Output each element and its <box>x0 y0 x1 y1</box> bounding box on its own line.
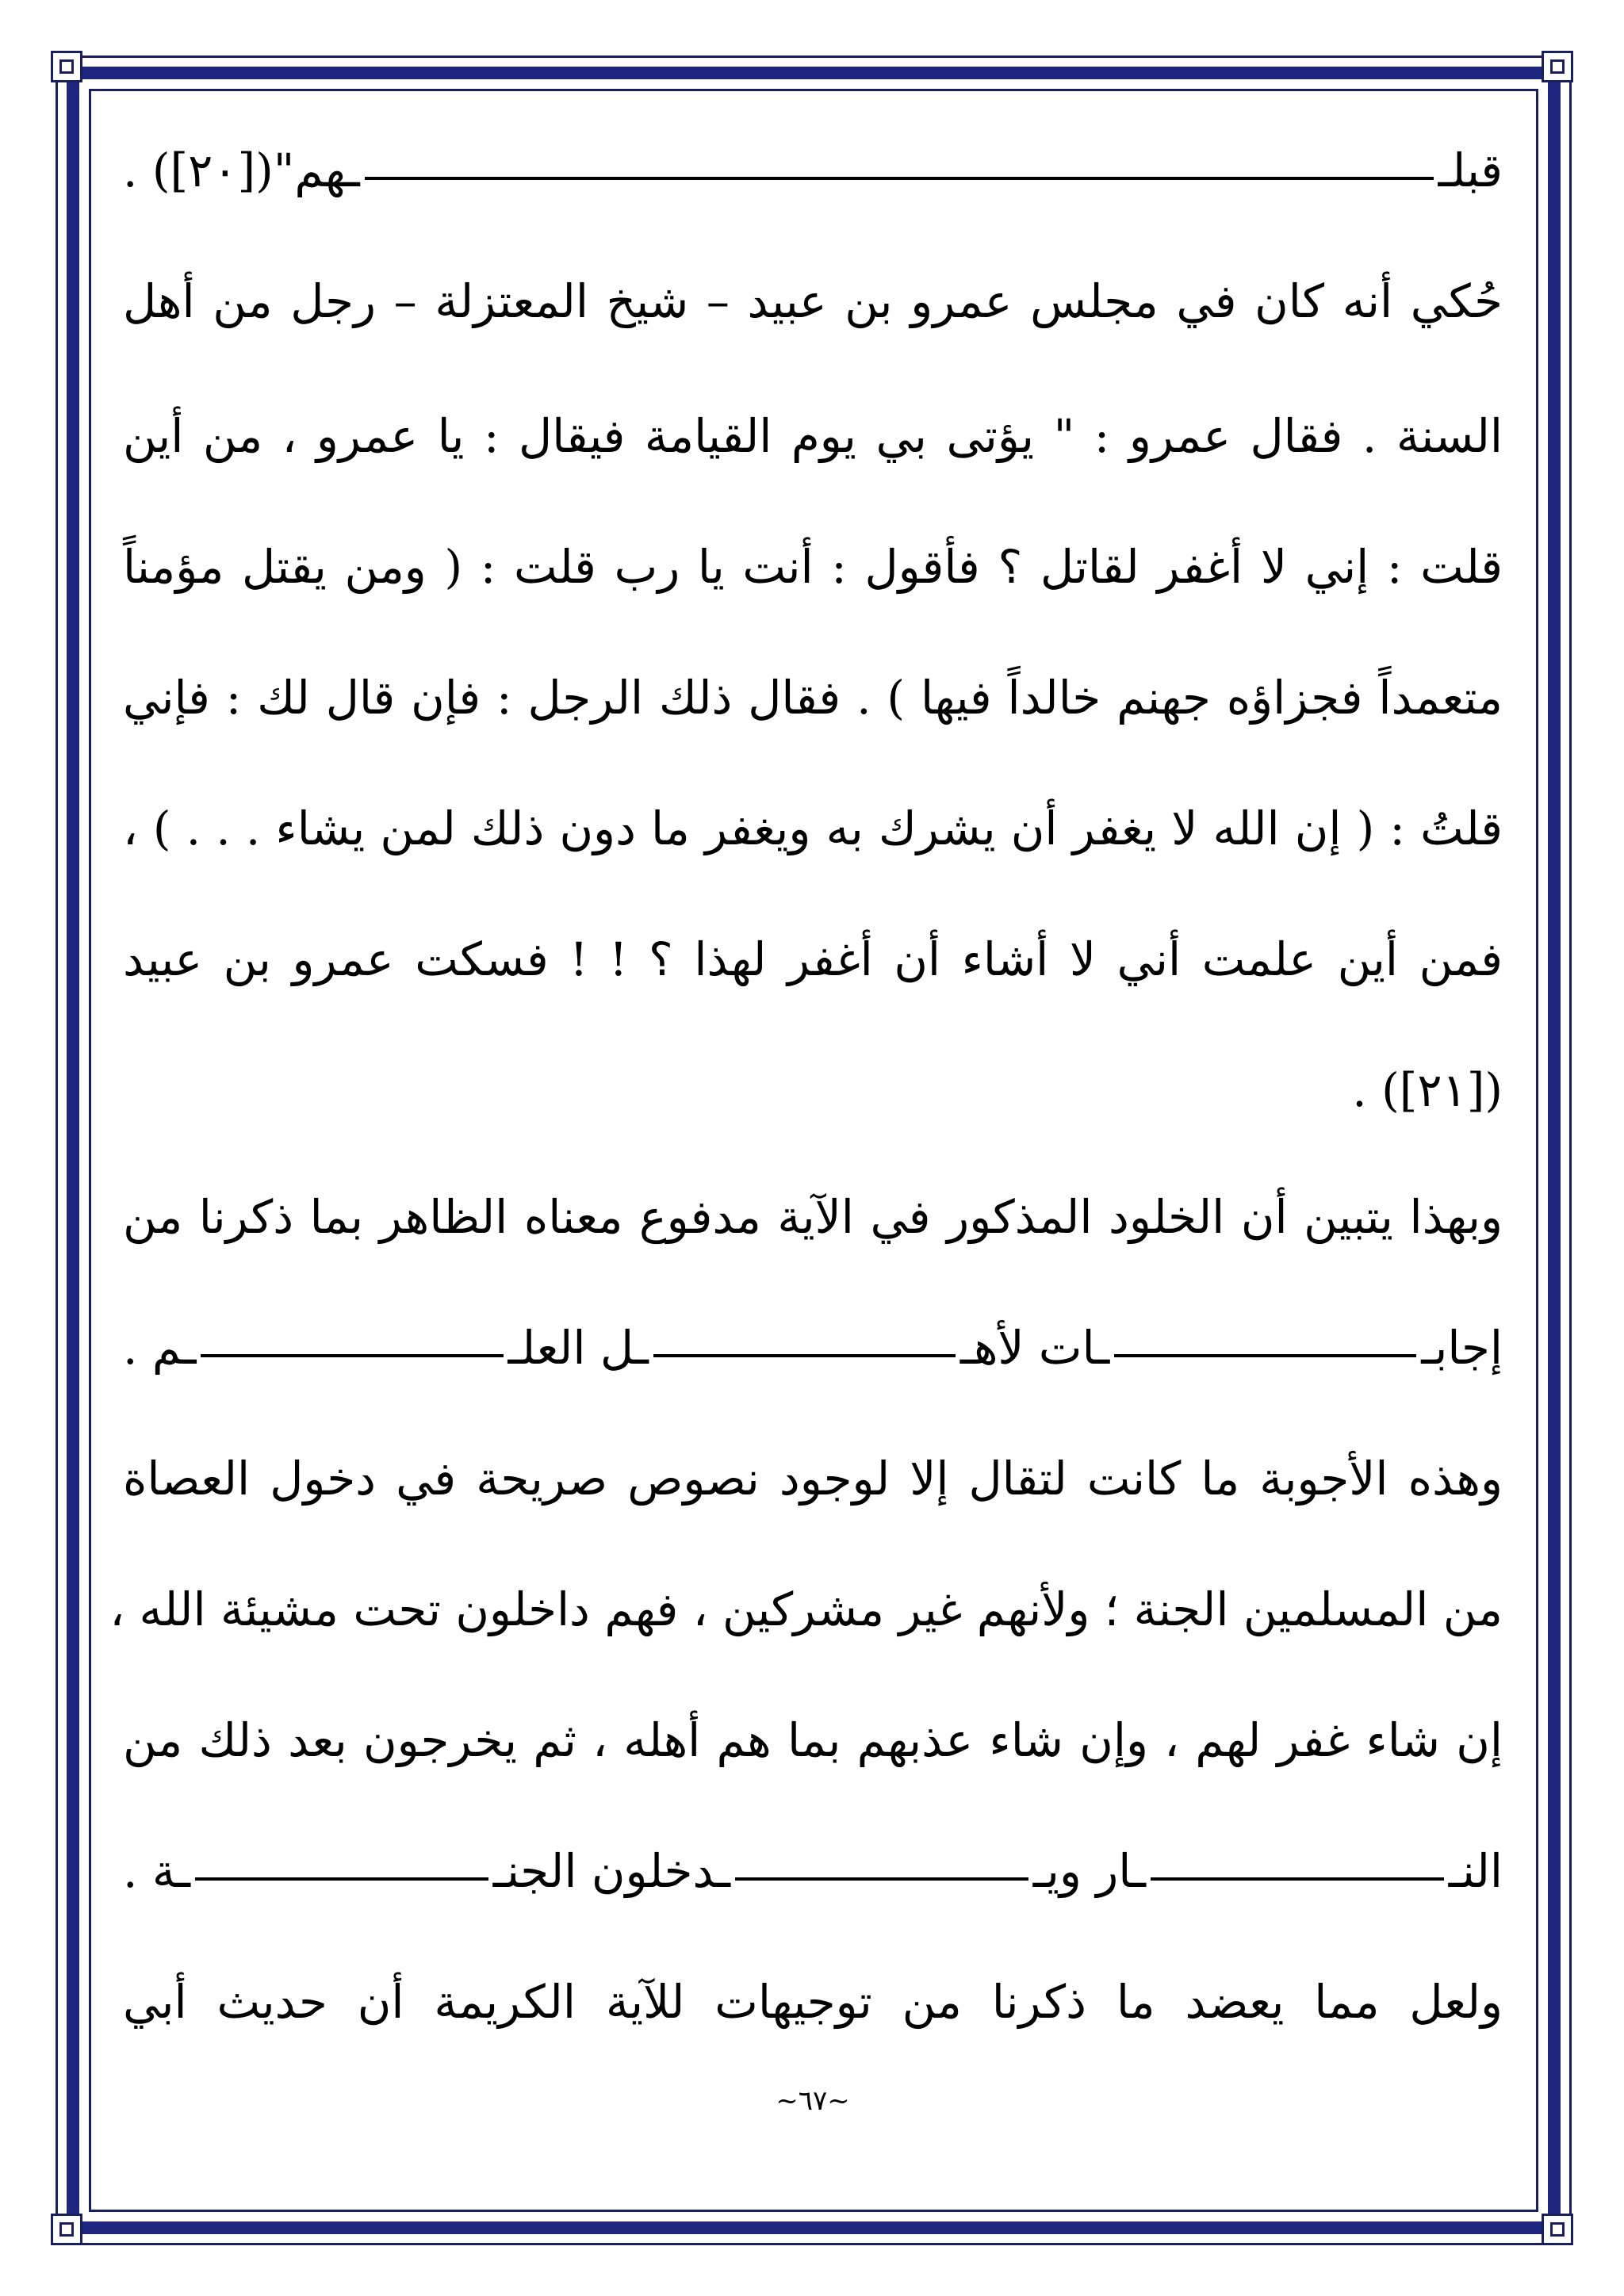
tatweel-bar <box>195 1877 488 1881</box>
text-line-2 <box>123 258 1503 345</box>
stretched-word: ـة . <box>123 1844 190 1898</box>
stretched-word: ـار ويـ <box>1032 1844 1146 1898</box>
corner-ornament-bottom-left <box>51 2214 82 2245</box>
text-line-4 <box>123 523 1503 610</box>
tatweel-bar <box>653 1354 956 1357</box>
text-line-8 <box>123 1047 1503 1134</box>
paragraph-text: قلت : إني لا أغفر لقاتل ؟ فأقول : أنت يا رب قلت : ( ومن يقتل مؤمناً <box>123 540 1503 594</box>
corner-ornament-bottom-right <box>1542 2214 1573 2245</box>
tatweel-bar <box>735 1877 1028 1881</box>
stretched-word: ـم . <box>123 1321 197 1375</box>
tatweel-bar <box>1151 1877 1444 1881</box>
corner-ornament-top-right <box>1542 51 1573 82</box>
text-line-11 <box>123 1435 1503 1522</box>
text-line-12 <box>109 1566 1503 1653</box>
text-line-15 <box>123 1958 1503 2045</box>
paragraph-text: حُكي أنه كان في مجلس عمرو بن عبيد – شيخ المعتزلة – رجل من أهل <box>123 274 1503 328</box>
tatweel-bar <box>365 177 1434 180</box>
paragraph-text: متعمداً فجزاؤه جهنم خالداً فيها ) . فقال ذلك الرجل : فإن قال لك : فإني <box>123 671 1503 725</box>
corner-ornament-top-left <box>51 51 82 82</box>
stretched-word: النـ <box>1448 1844 1503 1898</box>
text-line-1 <box>123 127 1503 214</box>
text-line-9 <box>123 1173 1503 1261</box>
paragraph-text: من المسلمين الجنة ؛ ولأنهم غير مشركين ، فهم داخلون تحت مشيئة الله ، <box>109 1582 1503 1636</box>
stretched-word: ـات لأهـ <box>959 1321 1110 1375</box>
paragraph-text: السنة . فقال عمرو : " يؤتى بي يوم القيامة فيقال : يا عمرو ، من أين <box>123 409 1503 463</box>
line-1-end: ـهم"([٢٠]) . <box>123 144 360 197</box>
text-line-10 <box>123 1304 1503 1391</box>
stretched-word: ـدخلون الجنـ <box>492 1844 730 1898</box>
paragraph-text: فمن أين علمت أني لا أشاء أن أغفر لهذا ؟ ! ! فسكت عمرو بن عبيد <box>123 932 1503 986</box>
text-line-14 <box>123 1827 1503 1915</box>
tatweel-bar <box>1114 1354 1416 1357</box>
stretched-word: إجابـ <box>1421 1321 1503 1375</box>
tatweel-bar <box>201 1354 503 1357</box>
text-line-5 <box>123 654 1503 741</box>
paragraph-text: إن شاء غفر لهم ، وإن شاء عذبهم بما هم أهله ، ثم يخرجون بعد ذلك من <box>123 1713 1503 1767</box>
text-line-13 <box>123 1697 1503 1784</box>
line-1-start: قبلـ <box>1438 144 1503 197</box>
stretched-word: ـل العلـ <box>508 1321 649 1375</box>
paragraph-text: وبهذا يتبين أن الخلود المذكور في الآية مدفوع معناه الظاهر بما ذكرنا من <box>123 1190 1503 1244</box>
page-body <box>109 127 1503 2156</box>
paragraph-text: وهذه الأجوبة ما كانت لتقال إلا لوجود نصوص صريحة في دخول العصاة <box>123 1452 1503 1506</box>
text-line-3 <box>123 392 1503 480</box>
text-line-6 <box>123 785 1503 872</box>
paragraph-text: ولعل مما يعضد ما ذكرنا من توجيهات للآية الكريمة أن حديث أبي <box>123 1975 1503 2029</box>
paragraph-text: قلتُ : ( إن الله لا يغفر أن يشرك به ويغفر ما دون ذلك لمن يشاء . . . ) ، <box>123 802 1503 855</box>
text-line-7 <box>123 916 1503 1003</box>
footnote-reference: ([٢١]) . <box>1352 1063 1503 1117</box>
page-number: ~٦٧~ <box>776 2085 850 2117</box>
